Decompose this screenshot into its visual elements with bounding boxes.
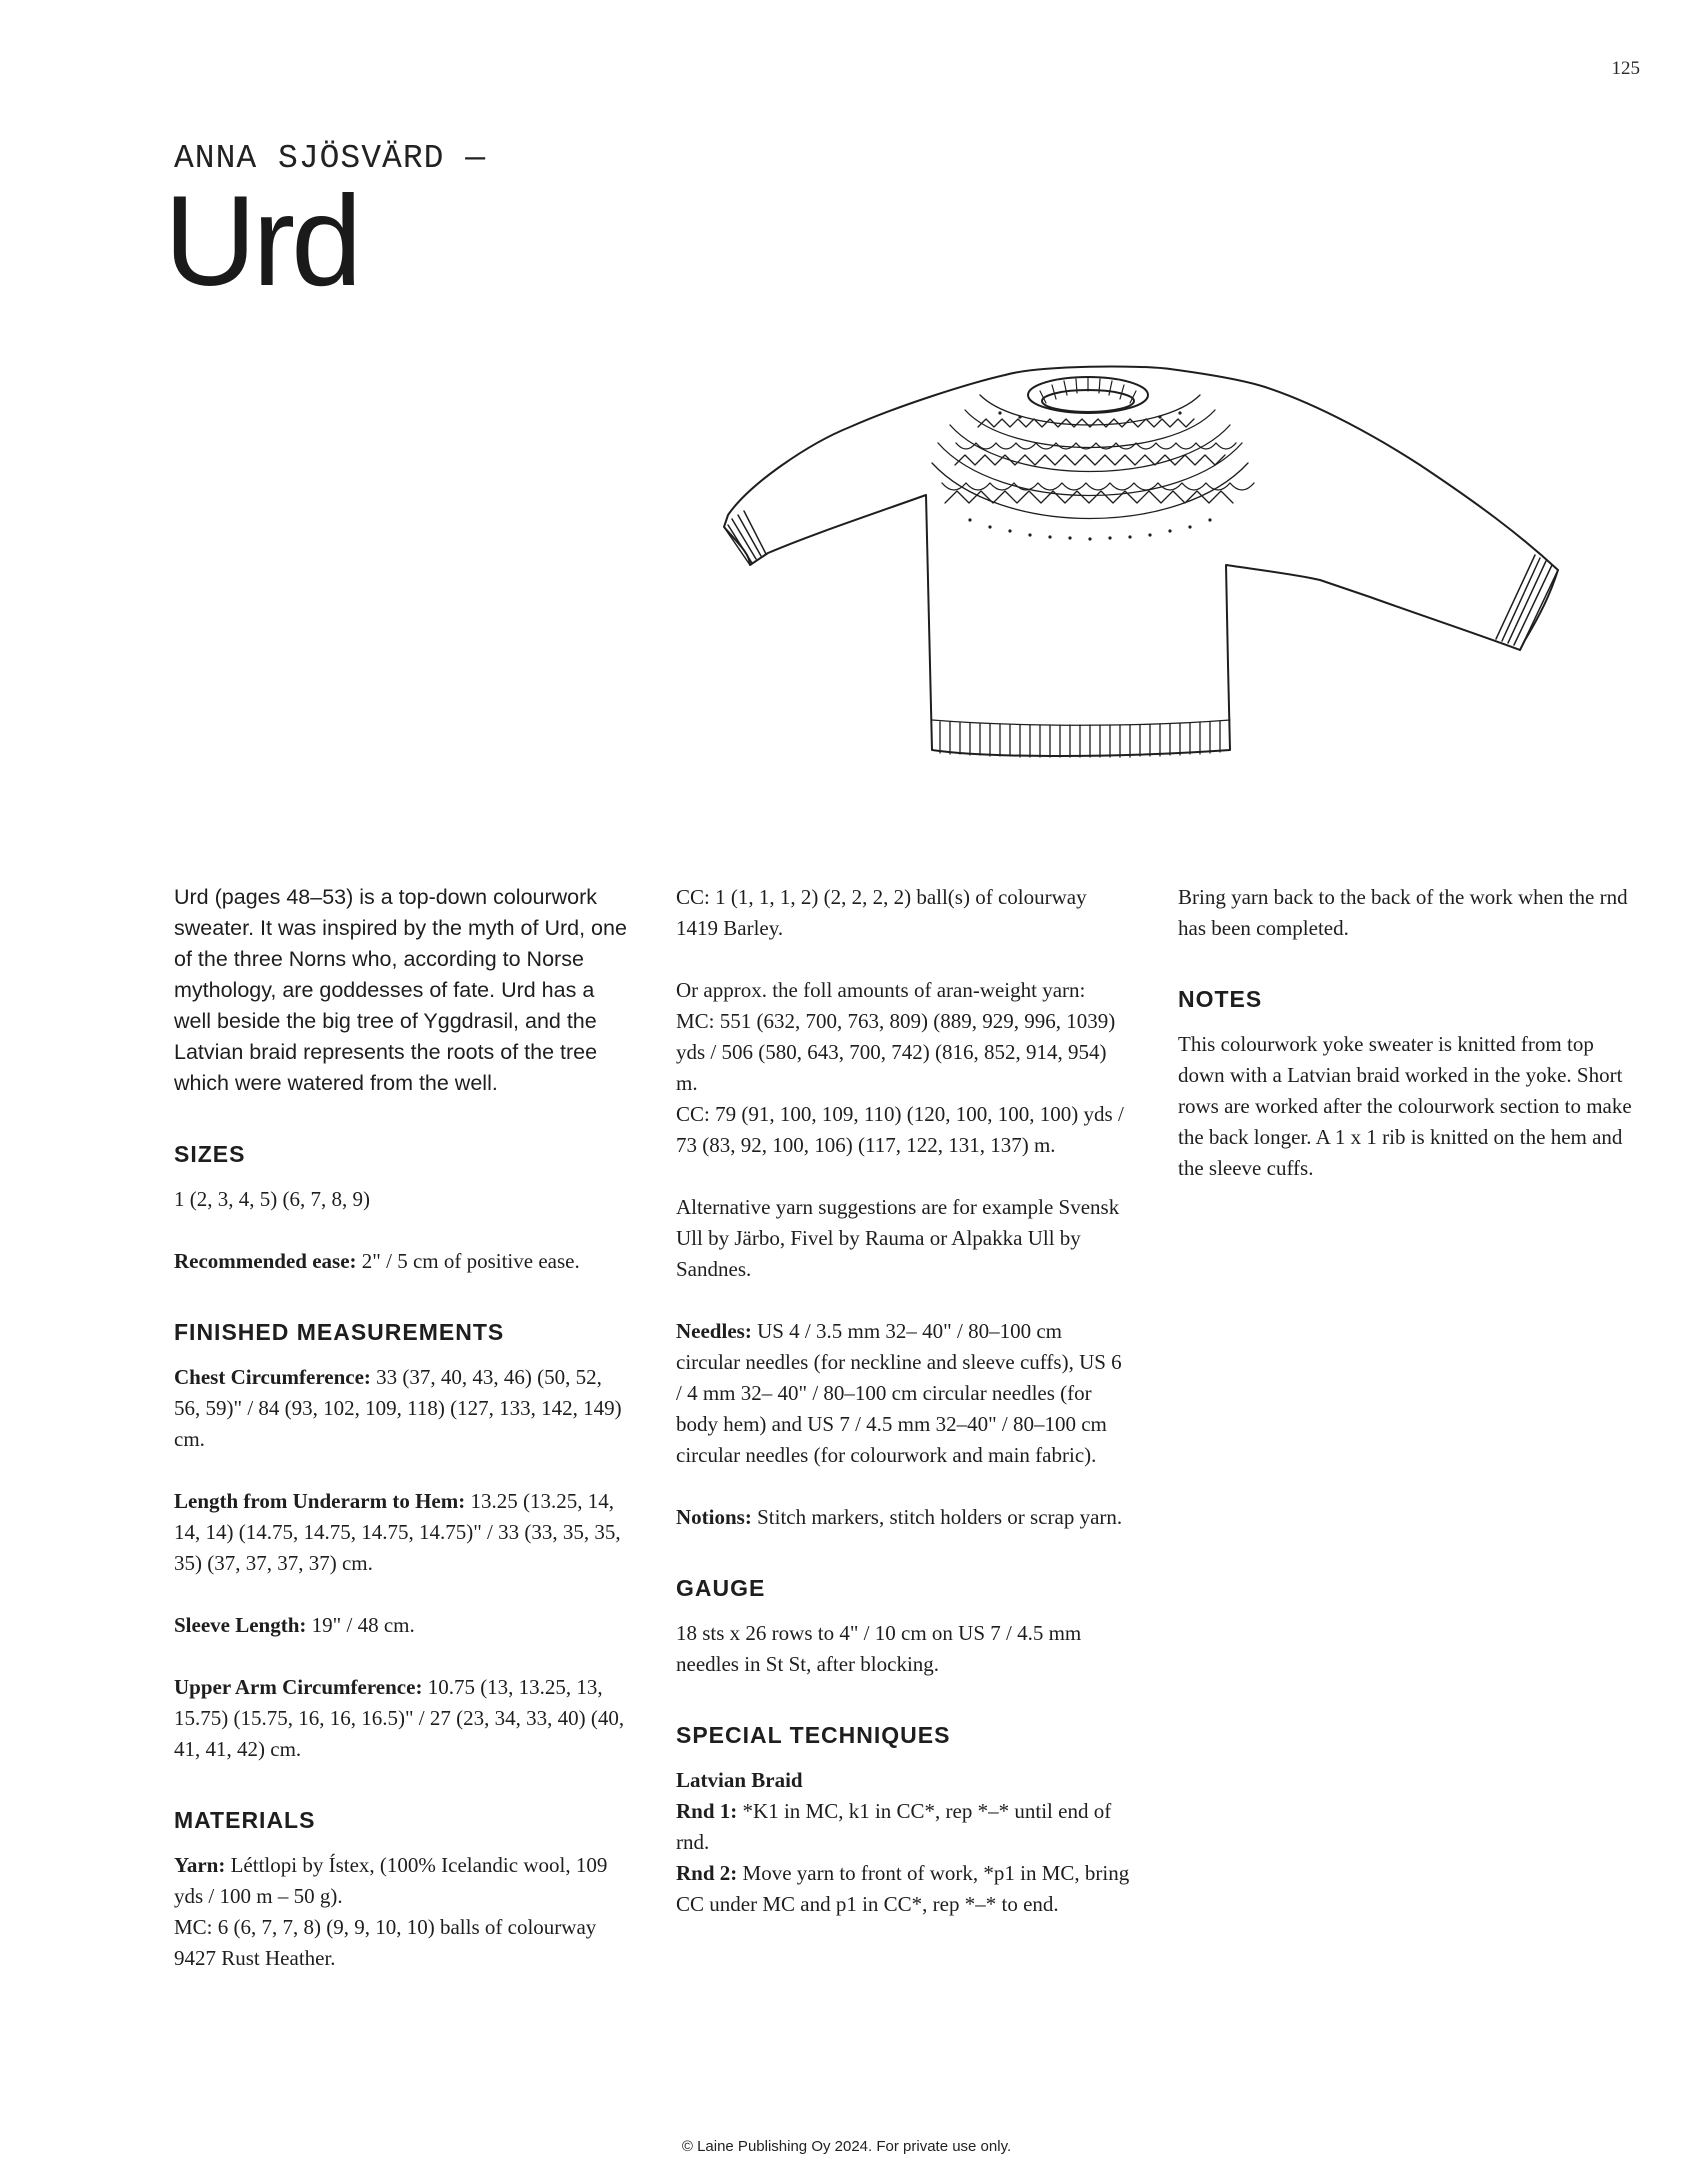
upperarm-label: Upper Arm Circumference:: [174, 1675, 423, 1699]
length-underarm-hem: [174, 1486, 629, 1579]
braid-continuation: Bring yarn back to the back of the work when the rnd has been completed.: [1178, 885, 1628, 940]
chest-label: Chest Circumference:: [174, 1365, 371, 1389]
needles-info: [676, 1316, 1131, 1471]
length-label: Length from Underarm to Hem:: [174, 1489, 466, 1513]
techniques-heading: SPECIAL TECHNIQUES: [676, 1722, 951, 1748]
column-middle: [676, 882, 1131, 1920]
length-value: 13.25 (13.25, 14, 14, 14) (14.75, 14.75, 14.75, 14.75)" / 33 (33, 35, 35, 35) (37, 37, 37, 37) cm.: [174, 1489, 621, 1575]
gauge-heading: GAUGE: [676, 1575, 766, 1601]
column-left: [174, 882, 629, 1974]
needles-label: Needles:: [676, 1319, 752, 1343]
notes-text: This colourwork yoke sweater is knitted from top down with a Latvian braid worked in the yoke. Short rows are worked after the colourwork section to make the back longer. A 1 x 1 rib is knitted on the hem and the sleeve cuffs.: [1178, 1032, 1632, 1180]
sizes-heading: SIZES: [174, 1141, 246, 1167]
sleeve-label: Sleeve Length:: [174, 1613, 307, 1637]
upperarm-value: 10.75 (13, 13.25, 13, 15.75) (15.75, 16, 16, 16.5)" / 27 (23, 34, 33, 40) (40, 41, 41, 42) cm.: [174, 1675, 625, 1761]
notions-info: [676, 1502, 1131, 1533]
chest-value: 33 (37, 40, 43, 46) (50, 52, 56, 59)" / 84 (93, 102, 109, 118) (127, 133, 142, 149) cm.: [174, 1365, 622, 1451]
sleeve-value: 19" / 48 cm.: [306, 1613, 415, 1637]
measurements-heading: FINISHED MEASUREMENTS: [174, 1319, 505, 1345]
rnd1-label: Rnd 1:: [676, 1799, 738, 1823]
yarn-label: Yarn:: [174, 1853, 226, 1877]
sleeve-length: [174, 1610, 629, 1641]
rnd1-instruction: [676, 1796, 1131, 1858]
ease-label: Recommended ease:: [174, 1249, 357, 1273]
notes-heading: NOTES: [1178, 986, 1263, 1012]
upper-arm-circumference: [174, 1672, 629, 1765]
copyright-footer: © Laine Publishing Oy 2024. For private use only.: [681, 2138, 1012, 2155]
rnd2-instruction: [676, 1858, 1131, 1920]
needles-value: US 4 / 3.5 mm 32– 40" / 80–100 cm circular needles (for neckline and sleeve cuffs), US 6 / 4 mm 32– 40" / 80–100 cm circular needles (for body hem) and US 7 / 4.5 mm 32–40" / 80–100 cm circular needles (for colourwork and main fabric).: [676, 1319, 1122, 1467]
materials-heading: MATERIALS: [174, 1807, 316, 1833]
approx-mc: MC: 551 (632, 700, 763, 809) (889, 929, 996, 1039) yds / 506 (580, 643, 700, 742) (816, 852, 914, 954) m.: [676, 1009, 1116, 1095]
approx-intro: Or approx. the foll amounts of aran-weight yarn:: [676, 978, 1086, 1002]
alternative-yarns: Alternative yarn suggestions are for example Svensk Ull by Järbo, Fivel by Rauma or Alpakka Ull by Sandnes.: [676, 1195, 1120, 1281]
notions-label: Notions:: [676, 1505, 752, 1529]
latvian-braid-subheading: [676, 1765, 1131, 1796]
chest-circumference: [174, 1362, 629, 1455]
pattern-title: Urd: [164, 170, 359, 313]
page-number: 125: [1611, 58, 1640, 79]
yarn-info: [174, 1850, 629, 1912]
author-name: ANNA SJÖSVÄRD —: [174, 140, 487, 177]
rnd1-value: *K1 in MC, k1 in CC*, rep *–* until end of rnd.: [676, 1799, 1112, 1854]
latvian-braid-label: Latvian Braid: [676, 1768, 803, 1792]
sizes-list: 1 (2, 3, 4, 5) (6, 7, 8, 9): [174, 1187, 370, 1211]
column-right: [1178, 882, 1643, 1184]
yarn-value: Léttlopi by Ístex, (100% Icelandic wool, 109 yds / 100 m – 50 g).: [174, 1853, 608, 1908]
recommended-ease: [174, 1246, 629, 1277]
rnd2-label: Rnd 2:: [676, 1861, 738, 1885]
intro-paragraph: Urd (pages 48–53) is a top-down colourwork sweater. It was inspired by the myth of Urd, one of the three Norns who, according to Norse mythology, are goddesses of fate. Urd has a well beside the big tree of Yggdrasil, and the Latvian braid represents the roots of the tree which were watered from the well.: [174, 885, 627, 1095]
notions-value: Stitch markers, stitch holders or scrap yarn.: [751, 1505, 1123, 1529]
sweater-illustration: [720, 365, 1590, 775]
cc-balls: CC: 1 (1, 1, 1, 2) (2, 2, 2, 2) ball(s) of colourway 1419 Barley.: [676, 885, 1087, 940]
gauge-text: 18 sts x 26 rows to 4" / 10 cm on US 7 / 4.5 mm needles in St St, after blocking.: [676, 1621, 1082, 1676]
mc-balls: MC: 6 (6, 7, 7, 8) (9, 9, 10, 10) balls of colourway 9427 Rust Heather.: [174, 1915, 597, 1970]
approx-cc: CC: 79 (91, 100, 109, 110) (120, 100, 100, 100) yds / 73 (83, 92, 100, 106) (117, 122, 131, 137) m.: [676, 1102, 1124, 1157]
rnd2-value: Move yarn to front of work, *p1 in MC, bring CC under MC and p1 in CC*, rep *–* to end.: [676, 1861, 1130, 1916]
ease-value: 2" / 5 cm of positive ease.: [356, 1249, 580, 1273]
